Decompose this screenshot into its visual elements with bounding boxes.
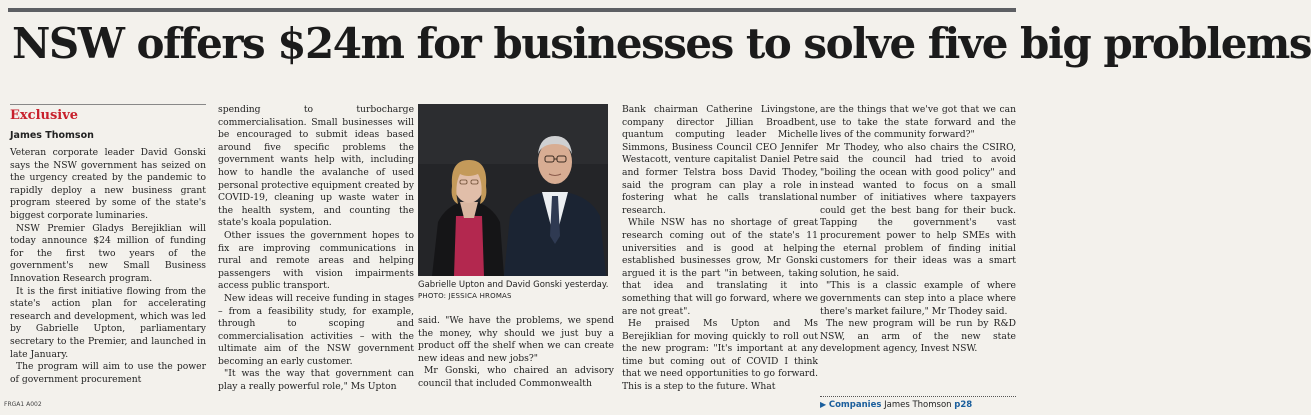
paragraph: spending to turbocharge commercialisation. Small businesses will be encouraged to submit ideas based around five specific problems the government wants help with, including how to handle the avalanche of used personal protective equipment created by COVID-19, cleaning up waste water in the health system, and counting the state's koala population.	[218, 104, 414, 229]
top-rule	[8, 8, 1016, 12]
paragraph: He praised Ms Upton and Ms Berejiklian for moving quickly to roll out the new program: "It's important at any time but coming out of COVID I think that we need opportunities to go forward. This is a step to the future. What	[622, 318, 818, 393]
paragraph: Bank chairman Catherine Livingstone, company director Jillian Broadbent, quantum computing leader Michelle Simmons, Business Council CEO Jennifer Westacott, venture capitalist Daniel Petre and former Telstra boss David Thodey, said the program can play a role in fostering what he calls translational research.	[622, 104, 818, 216]
paragraph: "This is a classic example of where governments can step into a place where there's market failure," Mr Thodey said.	[820, 280, 1016, 317]
paragraph: Other issues the government hopes to fix are improving communications in rural and remote areas and helping passengers with vision impairments access public transport.	[218, 229, 414, 292]
column-4	[622, 104, 818, 394]
paragraph: It is the first initiative flowing from the state's action plan for accelerating research and development, which was led by Gabrielle Upton, parliamentary secretary to the Premier, and launched in late January.	[10, 285, 206, 360]
column-2	[218, 104, 414, 394]
caption-text: Gabrielle Upton and David Gonski yesterday.	[418, 280, 609, 290]
paragraph: "It was the way that government can play a really powerful role," Ms Upton	[218, 368, 414, 393]
paragraph: Mr Gonski, who chaired an advisory council that included Commonwealth	[418, 365, 614, 389]
see-also-reference	[820, 400, 972, 410]
kicker-exclusive: Exclusive	[10, 108, 79, 123]
headline: NSW offers $24m for businesses to solve five big problems	[12, 19, 1311, 68]
column-3	[418, 315, 614, 391]
paragraph: Mr Thodey, who also chairs the CSIRO, said the council had tried to avoid "boiling the ocean with good policy" and instead wanted to focus on a small number of initiatives where taxpayers could get the best bang for their buck. Tapping the government's vast procurement power to help SMEs with the eternal problem of finding initial customers for their ideas was a smart solution, he said.	[820, 141, 1016, 279]
photo-upton-gonski	[418, 104, 608, 276]
byline: James Thomson	[10, 130, 94, 141]
paragraph: Veteran corporate leader David Gonski says the NSW government has seized on the urgency created by the pandemic to rapidly deploy a new business grant program steered by some of the state's biggest corporate luminaries.	[10, 147, 206, 221]
triangle-right-icon: ▶	[820, 400, 827, 409]
kicker-rule	[10, 104, 206, 105]
paragraph: New ideas will receive funding in stages – from a feasibility study, for example, through to scoping and commercialisation activities – with the ultimate aim of the NSW government becoming an early customer.	[218, 292, 414, 367]
column-1	[10, 147, 206, 386]
photo-illustration	[418, 104, 608, 276]
see-also-section: Companies	[828, 400, 882, 410]
photo-credit: PHOTO: JESSICA HROMAS	[418, 292, 512, 300]
see-also-page: p28	[954, 400, 973, 410]
paragraph: While NSW has no shortage of great research coming out of the state's 11 universities and is good at helping established businesses grow, Mr Gonski argued it is the part "in between, taking that idea and translating it into something that will go forward, where we are not great".	[622, 217, 818, 317]
paragraph: The program will aim to use the power of government procurement	[10, 361, 206, 385]
paragraph: are the things that we've got that we can use to take the state forward and the lives of the community forward?"	[820, 104, 1016, 141]
paragraph: said. "We have the problems, we spend the money, why should we just buy a product off the shelf when we can create new ideas and new jobs?"	[418, 315, 614, 364]
page-code: FRGA1 A002	[4, 401, 42, 408]
see-also-author: James Thomson	[884, 400, 952, 410]
footer-divider	[820, 396, 1016, 397]
paragraph: The new program will be run by R&D NSW, an arm of the new state development agency, Invest NSW.	[820, 318, 1016, 355]
photo-caption	[418, 280, 610, 302]
paragraph: NSW Premier Gladys Berejiklian will today announce $24 million of funding for the first two years of the government's new Small Business Innovation Research program.	[10, 222, 206, 284]
column-5	[820, 104, 1016, 356]
